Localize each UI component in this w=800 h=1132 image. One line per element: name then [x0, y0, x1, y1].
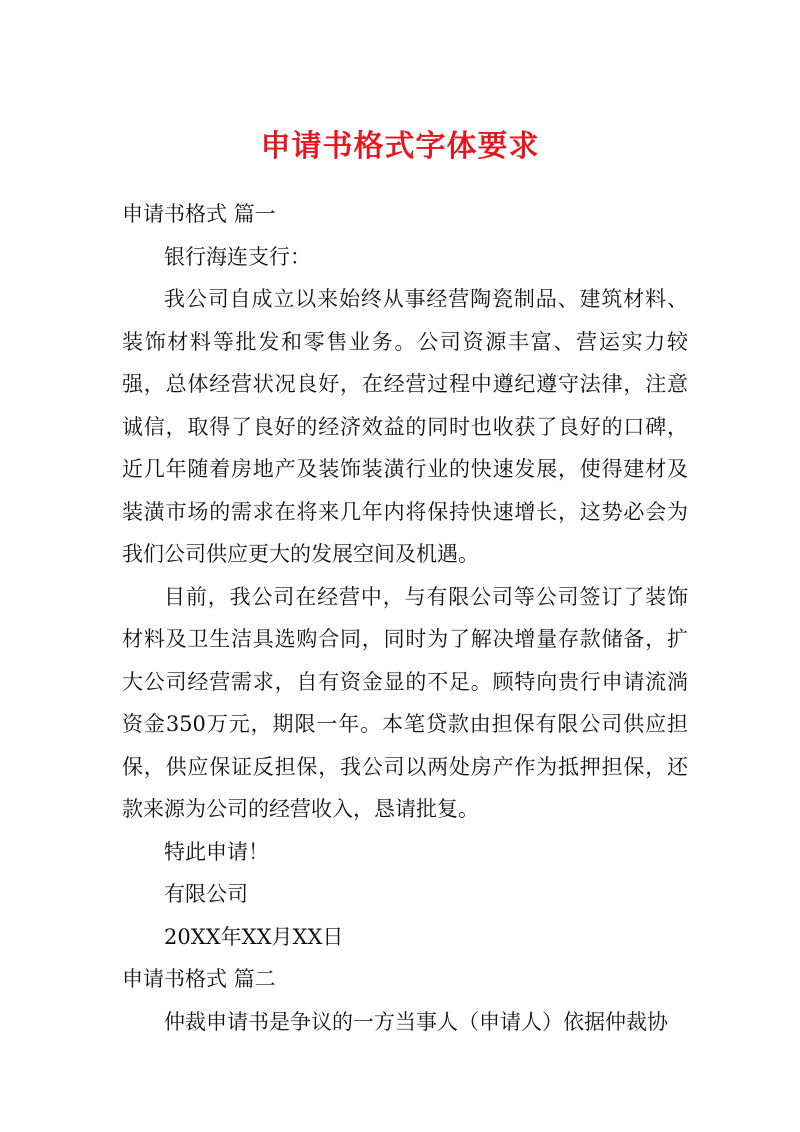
section-heading-2: 申请书格式 篇二 [122, 967, 276, 991]
closing-line: 特此申请！ [164, 839, 269, 864]
document-title: 申请书格式字体要求 [260, 129, 540, 164]
signature-company: 有限公司 [164, 882, 248, 906]
body-paragraph-3: 仲裁申请书是争议的一方当事人（申请人）依据仲裁协 [164, 1009, 668, 1034]
body-paragraph-2: 目前，我公司在经营中，与有限公司等公司签订了装饰材料及卫生洁具选购合同，同时为了解决增量存款储备，扩大公司经营需求，自有资金显的不足。顾特向贵行申请流淌资金350万元，期限一年。本笔贷款由担保有限公司供应担保，供应保证反担保，我公司以两处房产作为抵押担保，还款来源为公司的经营收入，恳请批复。 [122, 584, 688, 821]
section-heading-1: 申请书格式 篇一 [122, 202, 276, 226]
salutation: 银行海连支行： [164, 244, 311, 269]
body-paragraph-1: 我公司自成立以来始终从事经营陶瓷制品、建筑材料、装饰材料等批发和零售业务。公司资源丰富、营运实力较强，总体经营状况良好，在经营过程中遵纪遵守法律，注意诚信，取得了良好的经济效益的同时也收获了良好的口碑，近几年随着房地产及装饰装潢行业的快速发展，使得建材及装潢市场的需求在将来几年内将保持快速增长，这势必会为我们公司供应更大的发展空间及机遇。 [122, 287, 688, 566]
document-date: 20XX年XX月XX日 [164, 924, 344, 949]
document-body [122, 193, 688, 1043]
